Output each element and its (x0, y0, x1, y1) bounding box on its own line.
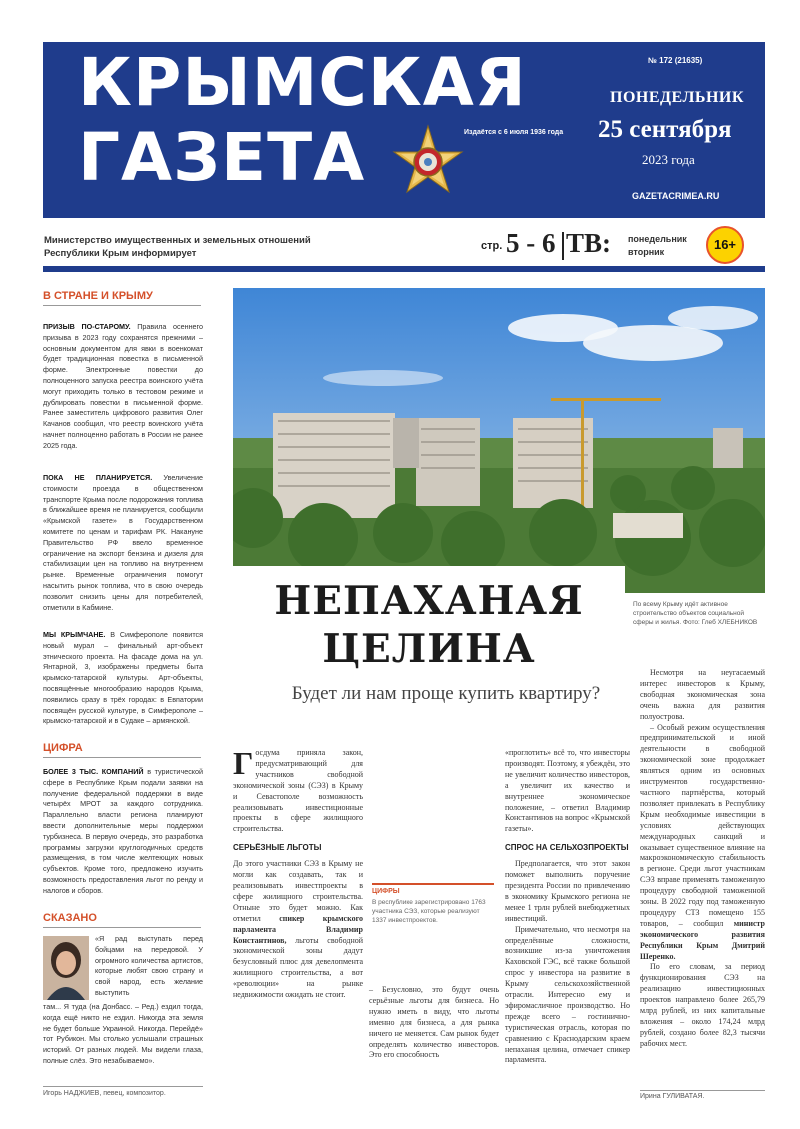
section-heading-figure: ЦИФРА (43, 742, 201, 758)
article-paragraph: – Безусловно, это будут очень серьёзные льготы для бизнеса. Но нужно иметь в виду, что льготы именно для бизнеса, а для рынка ничего не меняется. Сам рынок будет определять количество инвесторов. Это его способность (369, 985, 499, 1060)
article-paragraph: осдума приняла закон, предусматривающий для участников свободной экономической зоны (СЭЗ) в Крыму и Севастополе возможность реализовывать инвестиционные проекты в сфере жилищного строительства. (233, 748, 363, 834)
logo-line1: КРЫМСКАЯ (78, 44, 527, 121)
headline-line2: ЦЕЛИНА (322, 626, 536, 672)
section-heading-country: В СТРАНЕ И КРЫМУ (43, 290, 201, 306)
news-body: В Симферополе появится новый мурал – финальный арт-объект этнического проекта. На фасаде дома на ул. Янтарной, 3, изображены предметы быта крымско-татарской культуры. Арт-объекты, посвящённые многообразию народов Крыма, появились сразу в трёх городах: в Евпатории посвящён русской культуре, в Симферополе – крымско-татарской и в Судаке – армянской. (43, 630, 204, 726)
article-bold: министр экономического развития Республики Крым Дмитрий Шеренко. (640, 918, 766, 961)
article-subtitle: СПРОС НА СЕЛЬХОЗПРОЕКТЫ (505, 843, 629, 853)
age-rating-badge: 16+ (706, 226, 744, 264)
article-paragraph: Примечательно, что несмотря на определённые сложности, возникшие из-за уничтожения Каховской ГЭС, всё также большой спрос у инвестора на развитие в Крыму сельскохозяйственной отрасли. Интересно ему и эфиромасличное производство. Но прежде всего – гостинично-туристическая отрасль, которая по сравнению с Краснодарским краем непаханая целина, отмечает спикер парламента. (505, 924, 630, 1065)
tv-divider (562, 232, 564, 260)
article-paragraph: льготы свободной экономической зоны дадут безусловный плюс для девелопмента жилищного строительства, а вот «революции» на рынке недвижимости ожидать не стоит. (233, 935, 364, 1000)
headline-line1: НЕПАХАНАЯ (274, 578, 584, 624)
weekday: ПОНЕДЕЛЬНИК (610, 89, 744, 106)
figure-item (43, 767, 203, 897)
quote-author: Игорь НАДЖИЕВ, певец, композитор. (43, 1086, 203, 1097)
article-paragraph: До этого участники СЭЗ в Крыму не могли как создавать, так и реализовывать инвестпроекты в сфере жилищного строительства. Отныне это будет можно. Как отметил (233, 859, 363, 923)
dropcap: Г (233, 745, 254, 781)
news-body: Увеличение стоимости проезда в общественном транспорте Крыма после подорожания топлива в ближайшее время не планируется, сообщили «Крымской газете» в Государственном комитете по ценам и тарифам РК. Накануне Правительство РФ ввело временное ограничение на экспорт бензина и дизеля для стабилизации цен на топливо на внутреннем рынке. Временные ограничения помогут насытить рынок топлива, что в свою очередь позволит снизить цены для потребителей, отметили в Кабмине. (43, 473, 204, 612)
section-heading-said: СКАЗАНО (43, 912, 201, 928)
article-column-4 (640, 668, 765, 1050)
avatar (43, 936, 89, 1000)
article-bold: спикер крымского парламента Владимир Константинов, (233, 913, 364, 945)
tv-label: ТВ: (566, 228, 612, 258)
pages-range: 5 - 6 (506, 228, 556, 258)
tv-day-monday: понедельник (628, 234, 687, 244)
logo-line2: ГАЗЕТА (78, 119, 366, 196)
header-rule (43, 266, 765, 272)
photo-caption: По всему Крыму идёт активное строительство объектов социальной сферы и жилья. Фото: Глеб ХЛЕБНИКОВ (633, 601, 758, 626)
issue-year: 2023 года (642, 152, 695, 167)
article-subtitle: СЕРЬЁЗНЫЕ ЛЬГОТЫ (233, 843, 322, 853)
tv-day-tuesday: вторник (628, 247, 665, 257)
news-lead: ПОКА НЕ ПЛАНИРУЕТСЯ. (43, 473, 153, 482)
issue-date: 25 сентября (598, 116, 732, 143)
article-column-3 (505, 748, 630, 1066)
article-paragraph: По его словам, за период функционирования СЭЗ на реализацию инвестиционных проектов направлено более 265,79 млрд рублей, из них капитальные вложения – около 174,24 млрд рублей, создано более 82,3 тысячи рабочих мест. (640, 962, 765, 1048)
figure-lead: БОЛЕЕ 3 ТЫС. КОМПАНИЙ (43, 767, 144, 776)
quote-rest: там... Я туда (на Донбасс. – Ред.) ездил тогда, когда ещё никто не ездил. Никогда эта земля не будет больше Украиной. Никогда. Перейдё» тот Рубикон. Мы столько услышали страшных историй. От разных людей. Мы видели глаза, полные слёз. Это незабываемо». (43, 1002, 203, 1065)
order-emblem-icon (390, 124, 466, 200)
news-item (43, 473, 203, 613)
pages-prefix: стр. (481, 240, 503, 252)
author-signature: Ирина ГУЛИВАТАЯ. (640, 1090, 765, 1100)
construction-photo (233, 288, 765, 593)
article-paragraph: Несмотря на неугасаемый интерес инвесторов к Крыму, свободная экономическая зона очень важна для развития полуострова. (640, 668, 765, 721)
since-text: Издаётся с 6 июля 1936 года (464, 129, 564, 136)
news-item (43, 322, 203, 452)
news-lead: ПРИЗЫВ ПО-СТАРОМУ. (43, 322, 131, 331)
news-lead: МЫ КРЫМЧАНЕ. (43, 630, 106, 639)
article-column-2 (369, 985, 499, 1061)
news-item (43, 630, 203, 727)
figures-text: В республике зарегистрировано 1763 участника СЭЗ, которые реализуют 1337 инвестпроектов. (372, 899, 486, 924)
figures-box (372, 883, 494, 925)
figure-body: в туристической сфере в Республике Крым подали заявки на получение федеральной поддержки в виде четырёх МРОТ за каждого сотрудника. Параллельно власти региона планируют ввести дополнительные меры поддержки турбизнеса. В первую очередь, это разработка программы загрузки круглогодичных средств размещения, в том числе желтеющих новых субъектов. Кроме того, предложено изучить возможность предоставления льгот по ренду и налогов и сборов. (43, 767, 204, 895)
ministry-notice: Министерство имущественных и земельных отношений Республики Крым информирует (44, 235, 311, 259)
subhead-text: Будет ли нам проще купить квартиру? (291, 683, 601, 704)
article-column-1 (233, 745, 364, 1001)
news-body: Правила осеннего призыва в 2023 году сохранятся прежними – основным документом для явки в военкомат будет традиционная повестка в письменной форме. Электронные повестки до полноценного запуска реестра воинского учёта могут приходить только в тестовом режиме и дублировать повестки в письменной форме. Ранее заместитель цифрового развития Олег Качанов сообщил, что реестр воинского учёта начнет полноценно работать в России не ранее 2025 года. (43, 322, 203, 450)
article-paragraph: – Особый режим осуществления предпринимательской и иной деятельности в свободной экономической зоне продолжает являться одним из основных инструментов государственно-частного партнёрства, который позволяет привлекать в Республику Крым необходимые инвестиции в условиях действующих международных санкций и оказывает существенное влияние на макроэкономическую стабильность в регионе. Среди льгот участникам СЭЗ вправе применять таможенную процедуру свободной таможенной зоны. В 2022 году под таможенную процедуру СТЗ помещено 155 товаров, – сообщил (640, 722, 765, 928)
article-paragraph: Предполагается, что этот закон поможет выполнить поручение президента России по привлечению в экономику Крымского региона не менее 1 трлн рублей внебюджетных инвестиций. (505, 859, 630, 923)
quote-start: «Я рад выступать перед бойцами на передовой. У огромного количества артистов, которые любят свою страну и свой народ, есть желание выступить (95, 934, 203, 997)
website-link[interactable]: GAZETACRIMEA.RU (632, 191, 720, 201)
tv-days (628, 233, 687, 259)
figures-heading: ЦИФРЫ (372, 888, 400, 895)
article-paragraph: «проглотить» всё то, что инвесторы производят. Поэтому, я убеждён, это не увеличит количество инвесторов, а увеличит их качество и внутреннее экономическое положение, – ответил Владимир Константинов на вопрос «Крымской газеты». (505, 748, 630, 834)
issue-number: № 172 (21635) (648, 56, 703, 65)
